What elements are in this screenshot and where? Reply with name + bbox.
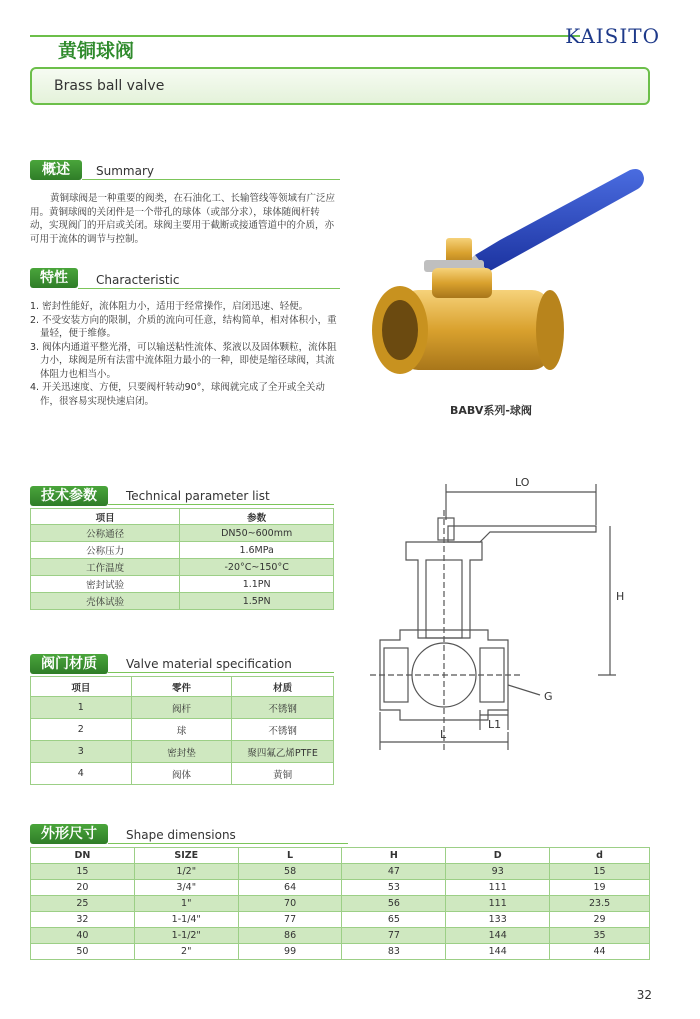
table-header: d — [550, 848, 650, 864]
label-lo: LO — [515, 476, 530, 489]
table-row — [31, 912, 650, 928]
table-cell: 65 — [342, 912, 446, 928]
table-cell: 公称压力 — [31, 542, 180, 559]
label-h: H — [616, 590, 625, 603]
table-row — [31, 593, 334, 610]
table-cell: 阀体 — [131, 763, 232, 785]
left-port — [384, 648, 408, 702]
table-cell: 23.5 — [550, 896, 650, 912]
material-table — [30, 676, 334, 785]
table-row — [31, 697, 334, 719]
summary-text: 黄铜球阀是一种重要的阀类，在石油化工、长输管线等领域有广泛应用。黄铜球阀的关闭件是一个带孔的球体（或部分求），球体随阀杆转动，实现阀门的开启或关闭。球阀主要用于截断或接通管道中的介质，亦可用于流体的调节与控制。 — [30, 193, 336, 245]
table-cell: 3 — [31, 741, 132, 763]
table-cell: 40 — [31, 928, 135, 944]
table-header: L — [238, 848, 342, 864]
table-row — [31, 741, 334, 763]
table-cell: 密封垫 — [131, 741, 232, 763]
table-cell: 4 — [31, 763, 132, 785]
list-item: 1. 密封性能好，流体阻力小，适用于经常操作，启闭迅速、轻便。 — [30, 301, 309, 312]
table-cell: 47 — [342, 864, 446, 880]
table-row — [31, 525, 334, 542]
table-cell: 77 — [342, 928, 446, 944]
table-cell: 公称通径 — [31, 525, 180, 542]
material-label: Valve material specification — [126, 657, 292, 671]
table-cell: 不锈钢 — [232, 697, 334, 719]
table-cell: 20 — [31, 880, 135, 896]
summary-underline — [82, 179, 340, 180]
page-title-cn: 黄铜球阀 — [58, 40, 135, 62]
shape-label: Shape dimensions — [126, 828, 236, 842]
table-cell: 111 — [446, 880, 550, 896]
list-item: 2. 不受安装方向的限制，介质的流向可任意，结构简单，相对体积小，重量轻，便于维修。 — [30, 314, 337, 339]
table-cell: 86 — [238, 928, 342, 944]
g-leader — [508, 685, 540, 695]
table-cell: 1-1/2" — [134, 928, 238, 944]
table-row — [31, 542, 334, 559]
label-l1: L1 — [488, 718, 502, 731]
brand-name: KAISITO — [565, 24, 660, 48]
table-cell: 64 — [238, 880, 342, 896]
label-l: L — [440, 728, 447, 741]
table-cell: 93 — [446, 864, 550, 880]
table-header: 材质 — [232, 677, 334, 697]
table-cell: 1.1PN — [180, 576, 334, 593]
table-cell: -20°C~150°C — [180, 559, 334, 576]
blue-handle — [475, 169, 644, 272]
table-cell: 99 — [238, 944, 342, 960]
list-item: 3. 阀体内通道平整光滑，可以输送粘性流体、浆液以及固体颗粒，流体阻力小，球阀是所有法雷中流体阻力最小的一种，即使是缩径球阀，其流体阻力也相当小。 — [30, 341, 337, 380]
table-cell: 15 — [31, 864, 135, 880]
label-g: G — [544, 690, 553, 703]
table-cell: 2 — [31, 719, 132, 741]
table-cell: 25 — [31, 896, 135, 912]
table-cell: 56 — [342, 896, 446, 912]
port-inner — [382, 300, 418, 360]
table-cell: 工作温度 — [31, 559, 180, 576]
characteristic-label: Characteristic — [96, 273, 180, 287]
material-tag: 阀门材质 — [30, 654, 108, 674]
table-cell: 聚四氟乙烯PTFE — [232, 741, 334, 763]
technical-underline — [108, 504, 334, 505]
table-cell: DN50~600mm — [180, 525, 334, 542]
table-header: D — [446, 848, 550, 864]
material-underline — [108, 672, 334, 673]
valve-bonnet — [432, 268, 492, 298]
table-header: H — [342, 848, 446, 864]
table-row — [31, 559, 334, 576]
stem-channel — [426, 560, 462, 638]
table-cell: 黄铜 — [232, 763, 334, 785]
technical-label: Technical parameter list — [126, 489, 270, 503]
table-cell: 29 — [550, 912, 650, 928]
table-cell: 1 — [31, 697, 132, 719]
table-cell: 阀杆 — [131, 697, 232, 719]
table-cell: 44 — [550, 944, 650, 960]
characteristic-list — [30, 300, 340, 408]
stem-top — [438, 518, 454, 540]
table-cell: 35 — [550, 928, 650, 944]
summary-label: Summary — [96, 164, 154, 178]
table-header: 参数 — [180, 509, 334, 525]
page-number: 32 — [636, 988, 652, 1002]
product-caption: BABV系列-球阀 — [450, 404, 532, 417]
table-cell: 密封试验 — [31, 576, 180, 593]
table-header: DN — [31, 848, 135, 864]
table-cell: 19 — [550, 880, 650, 896]
handle-outline — [448, 526, 596, 542]
table-cell: 1/2" — [134, 864, 238, 880]
table-cell: 15 — [550, 864, 650, 880]
table-cell: 壳体试验 — [31, 593, 180, 610]
table-cell: 70 — [238, 896, 342, 912]
table-row — [31, 719, 334, 741]
table-cell: 144 — [446, 928, 550, 944]
table-cell: 1.5PN — [180, 593, 334, 610]
table-cell: 58 — [238, 864, 342, 880]
table-cell: 1.6MPa — [180, 542, 334, 559]
table-row — [31, 864, 650, 880]
table-row — [31, 880, 650, 896]
valve-photo — [360, 160, 680, 395]
table-cell: 球 — [131, 719, 232, 741]
table-cell: 53 — [342, 880, 446, 896]
table-cell: 111 — [446, 896, 550, 912]
table-cell: 144 — [446, 944, 550, 960]
table-row — [31, 576, 334, 593]
table-cell: 133 — [446, 912, 550, 928]
shape-table — [30, 847, 650, 960]
characteristic-underline — [78, 288, 340, 289]
technical-tag: 技术参数 — [30, 486, 108, 506]
table-row — [31, 928, 650, 944]
shape-tag: 外形尺寸 — [30, 824, 108, 844]
characteristic-tag: 特性 — [30, 268, 78, 288]
table-header: SIZE — [134, 848, 238, 864]
table-cell: 2" — [134, 944, 238, 960]
table-cell: 3/4" — [134, 880, 238, 896]
table-cell: 32 — [31, 912, 135, 928]
table-row — [31, 896, 650, 912]
summary-tag: 概述 — [30, 160, 82, 180]
technical-table — [30, 508, 334, 610]
table-cell: 77 — [238, 912, 342, 928]
table-header: 项目 — [31, 677, 132, 697]
dimension-drawing — [370, 470, 670, 760]
table-row — [31, 763, 334, 785]
table-cell: 不锈钢 — [232, 719, 334, 741]
table-header: 项目 — [31, 509, 180, 525]
table-row — [31, 944, 650, 960]
table-cell: 50 — [31, 944, 135, 960]
list-item: 4. 开关迅速度、方便，只要阀杆转动90°，球阀就完成了全开或全关动作，很容易实现快速启闭。 — [30, 382, 325, 407]
table-header: 零件 — [131, 677, 232, 697]
right-end — [536, 290, 564, 370]
table-cell: 1-1/4" — [134, 912, 238, 928]
table-cell: 83 — [342, 944, 446, 960]
page-title-en: Brass ball valve — [54, 78, 165, 94]
table-cell: 1" — [134, 896, 238, 912]
shape-underline — [108, 843, 348, 844]
